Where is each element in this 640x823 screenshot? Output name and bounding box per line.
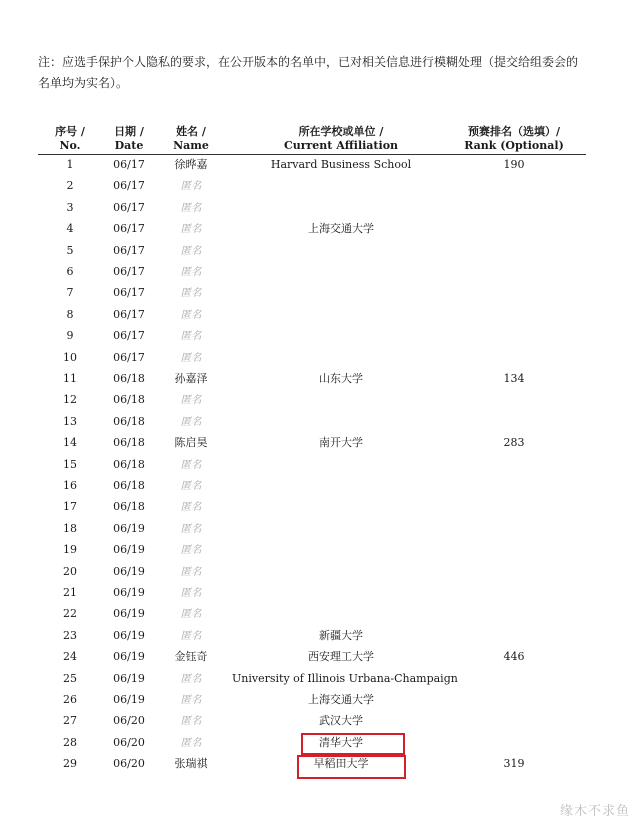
row-number: 24	[63, 650, 77, 664]
header-name	[160, 125, 222, 153]
highlight-box-tsinghua	[301, 733, 405, 755]
table-row	[0, 585, 640, 606]
row-name: 匿名	[180, 608, 202, 621]
table-row	[0, 371, 640, 392]
header-no-zh: 序号 /	[55, 125, 85, 138]
row-number: 3	[66, 200, 74, 214]
row-date: 06/17	[113, 350, 145, 364]
row-date: 06/17	[113, 243, 145, 257]
table-row	[0, 692, 640, 713]
privacy-note: 注：应选手保护个人隐私的要求，在公开版本的名单中，已对相关信息进行模糊处理（提交给组委会的名单均为实名）。	[38, 55, 579, 90]
row-number: 8	[66, 307, 74, 321]
row-date: 06/17	[113, 200, 145, 214]
row-name: 匿名	[180, 330, 202, 343]
row-name: 匿名	[180, 501, 202, 514]
row-date: 06/17	[113, 158, 145, 171]
row-number: 14	[63, 436, 77, 450]
row-number: 2	[66, 179, 74, 193]
header-rank-en: Rank (Optional)	[464, 139, 564, 152]
header-name-zh: 姓名 /	[176, 125, 206, 138]
row-date: 06/20	[113, 714, 145, 728]
row-number: 5	[66, 243, 74, 257]
row-name: 匿名	[180, 244, 202, 257]
row-date: 06/20	[113, 735, 145, 749]
row-date: 06/18	[113, 393, 145, 407]
table-row	[0, 649, 640, 670]
table-row	[0, 435, 640, 456]
row-name: 匿名	[180, 223, 202, 236]
header-rank-zh: 预赛排名（选填）/	[467, 125, 561, 138]
row-date: 06/18	[113, 372, 145, 385]
row-number: 16	[63, 479, 77, 492]
row-number: 18	[63, 521, 77, 535]
row-number: 28	[63, 735, 77, 749]
header-no-en: No.	[59, 139, 81, 152]
table-row	[0, 157, 640, 178]
row-affiliation: 山东大学	[319, 372, 363, 385]
row-number: 29	[63, 757, 77, 771]
row-affiliation: 上海交通大学	[308, 222, 374, 236]
row-number: 11	[63, 372, 77, 385]
row-name: 匿名	[180, 736, 202, 749]
header-aff-zh: 所在学校或单位 /	[298, 125, 384, 138]
row-date: 06/19	[113, 628, 145, 642]
row-number: 12	[63, 393, 77, 407]
row-name: 匿名	[180, 565, 202, 578]
row-name: 匿名	[180, 308, 202, 321]
row-number: 25	[63, 671, 77, 685]
row-number: 20	[63, 564, 77, 578]
row-date: 06/19	[113, 671, 145, 685]
row-date: 06/19	[113, 543, 145, 557]
row-name: 孙嘉泽	[174, 372, 208, 385]
table-row	[0, 392, 640, 413]
row-number: 22	[63, 607, 77, 621]
row-name: 徐晔嘉	[174, 158, 208, 171]
row-rank: 134	[503, 372, 525, 385]
row-name: 匿名	[180, 394, 202, 407]
row-number: 26	[63, 693, 77, 706]
table-row	[0, 285, 640, 306]
row-number: 17	[63, 500, 77, 514]
header-rank	[452, 125, 576, 153]
table-row	[0, 671, 640, 692]
highlight-box-waseda	[297, 755, 406, 779]
row-date: 06/18	[113, 414, 145, 428]
table-row	[0, 713, 640, 734]
row-affiliation: 南开大学	[319, 436, 363, 450]
row-name: 匿名	[180, 587, 202, 599]
row-date: 06/19	[113, 693, 145, 706]
row-name: 匿名	[180, 415, 202, 428]
table-row	[0, 243, 640, 264]
row-rank: 319	[503, 757, 525, 771]
row-date: 06/17	[113, 179, 145, 193]
header-affiliation	[232, 125, 450, 153]
row-affiliation: Harvard Business School	[270, 158, 412, 171]
row-date: 06/18	[113, 457, 145, 471]
row-number: 21	[63, 586, 77, 599]
row-date: 06/19	[113, 650, 145, 664]
row-name: 匿名	[180, 672, 202, 685]
table-row	[0, 564, 640, 585]
header-rule	[38, 154, 586, 155]
row-name: 金钰奇	[174, 650, 208, 664]
row-affiliation: 清华大学	[319, 735, 363, 749]
row-rank: 283	[503, 436, 525, 450]
row-affiliation: 西安理工大学	[308, 650, 374, 664]
row-number: 10	[63, 350, 77, 364]
header-date-en: Date	[114, 139, 144, 152]
row-number: 13	[63, 414, 77, 428]
row-number: 9	[66, 329, 74, 343]
row-number: 27	[63, 714, 77, 728]
table-row	[0, 307, 640, 328]
row-number: 19	[63, 543, 77, 557]
header-date-zh: 日期 /	[114, 125, 144, 138]
row-number: 7	[66, 286, 74, 300]
row-name: 陈启昊	[174, 436, 208, 450]
row-rank: 190	[503, 158, 525, 171]
row-date: 06/18	[113, 436, 145, 450]
table-row	[0, 606, 640, 627]
table-row	[0, 200, 640, 221]
row-name: 匿名	[180, 715, 202, 728]
table-row	[0, 542, 640, 563]
table-row	[0, 350, 640, 371]
row-date: 06/17	[113, 307, 145, 321]
row-name: 匿名	[180, 458, 202, 471]
row-name: 匿名	[180, 287, 202, 300]
table-row	[0, 628, 640, 649]
row-number: 1	[66, 158, 74, 171]
row-affiliation: University of Illinois Urbana-Champaign	[232, 671, 458, 685]
header-date	[104, 125, 154, 153]
row-date: 06/19	[113, 521, 145, 535]
row-rank: 446	[503, 650, 525, 664]
watermark: 缘木不求鱼	[559, 804, 630, 819]
row-name: 匿名	[180, 694, 202, 706]
row-name: 匿名	[180, 522, 202, 535]
row-date: 06/17	[113, 286, 145, 300]
row-name: 匿名	[180, 266, 202, 278]
row-name: 匿名	[180, 544, 202, 557]
row-date: 06/18	[113, 500, 145, 514]
table-row	[0, 499, 640, 520]
row-affiliation: 上海交通大学	[308, 693, 374, 706]
header-name-en: Name	[173, 139, 209, 152]
table-row	[0, 328, 640, 349]
row-number: 15	[63, 457, 77, 471]
row-number: 6	[66, 265, 74, 278]
row-name: 匿名	[180, 480, 202, 492]
row-date: 06/19	[113, 564, 145, 578]
row-date: 06/17	[113, 329, 145, 343]
table-row	[0, 221, 640, 242]
row-date: 06/19	[113, 586, 145, 599]
row-date: 06/17	[113, 265, 145, 278]
row-date: 06/18	[113, 479, 145, 492]
row-name: 匿名	[180, 629, 202, 642]
row-number: 23	[63, 628, 77, 642]
header-aff-en: Current Affiliation	[283, 139, 399, 152]
table-row	[0, 478, 640, 499]
row-date: 06/19	[113, 607, 145, 621]
row-name: 张瑞祺	[174, 757, 208, 771]
table-row	[0, 457, 640, 478]
row-date: 06/20	[113, 757, 145, 771]
row-number: 4	[66, 222, 74, 236]
table-row	[0, 178, 640, 199]
table-row	[0, 521, 640, 542]
table-row	[0, 414, 640, 435]
table-row	[0, 264, 640, 285]
row-name: 匿名	[180, 351, 202, 364]
row-name: 匿名	[180, 180, 202, 193]
row-affiliation: 武汉大学	[319, 714, 363, 728]
row-date: 06/17	[113, 222, 145, 236]
row-affiliation: 新疆大学	[319, 628, 363, 642]
header-no	[44, 125, 96, 153]
row-name: 匿名	[180, 201, 202, 214]
row-affiliation: 早稻田大学	[313, 757, 369, 771]
